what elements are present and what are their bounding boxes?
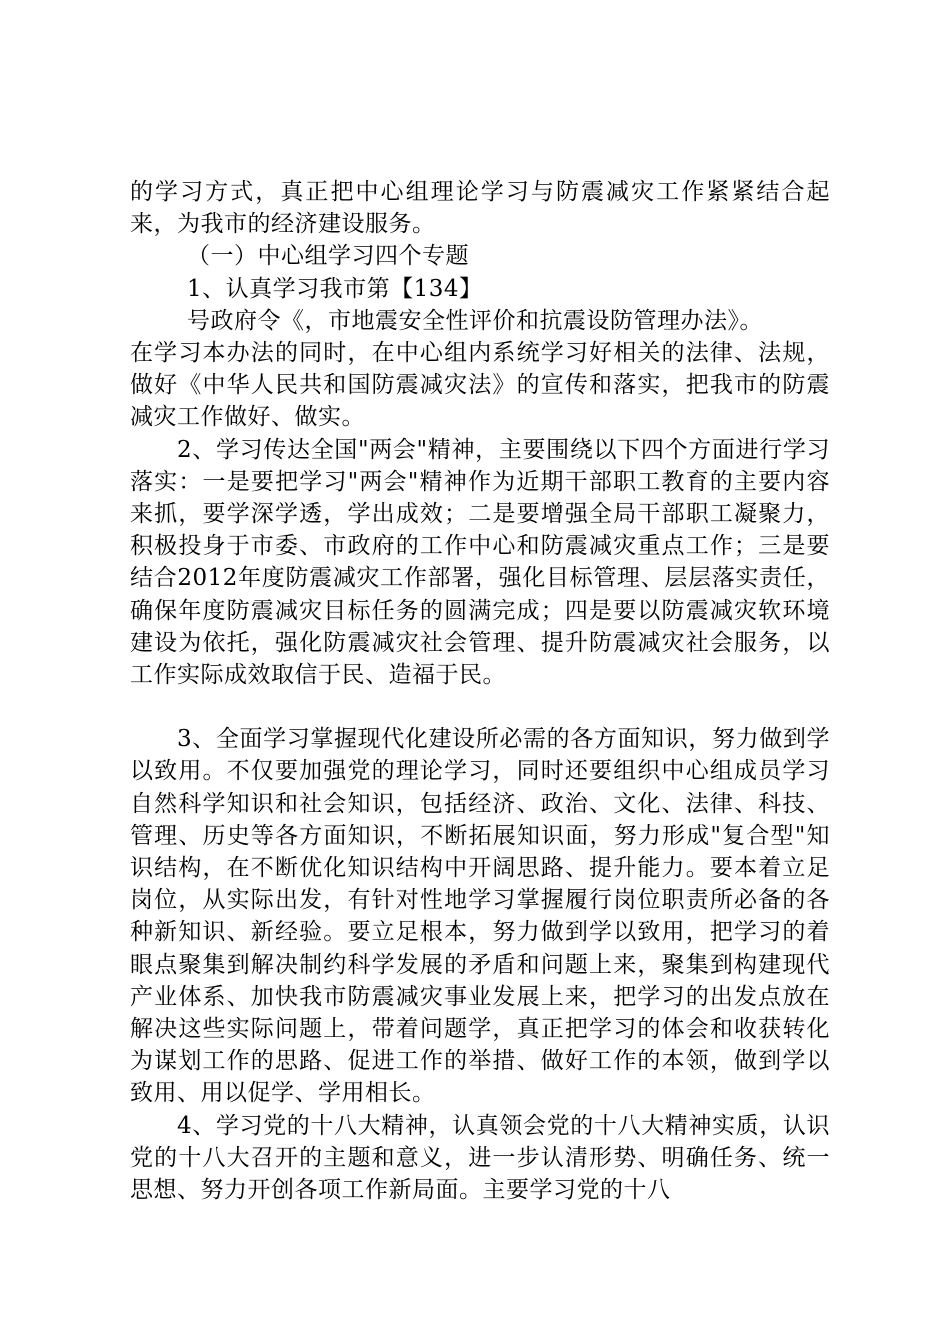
topic-1-heading: 1、认真学习我市第【134】 (187, 275, 483, 302)
topic-2-paragraph: 2、学习传达全国"两会"精神，主要围绕以下四个方面进行学习落实：一是要把学习"两会"精神作为近期干部职工教育的主要内容来抓，要学深学透，学出成效；二是要增强全局干部职工凝聚力，积极投身于市委、市政府的工作中心和防震减灾重点工作；三是要结合2012年度防震减灾工作部署，强化目标管理、层层落实责任，确保年度防震减灾目标任务的圆满完成；四是要以防震减灾软环境建设为依托，强化防震减灾社会管理、提升防震减灾社会服务，以工作实际成效取信于民、造福于民。 (130, 436, 830, 689)
topic-1-decree-line: 号政府令《，市地震安全性评价和抗震设防管理办法》。 (187, 307, 763, 334)
topic-3-paragraph: 3、全面学习掌握现代化建设所必需的各方面知识，努力做到学以致用。不仅要加强党的理论学习，同时还要组织中心组成员学习自然科学知识和社会知识，包括经济、政治、文化、法律、科技、管理、历史等各方面知识，不断拓展知识面，努力形成"复合型"知识结构，在不断优化知识结构中开阔思路、提升能力。要本着立足岗位，从实际出发，有针对性地学习掌握履行岗位职责所必备的各种新知识、新经验。要立足根本，努力做到学以致用，把学习的着眼点聚集到解决制约科学发展的矛盾和问题上来，聚集到构建现代产业体系、加快我市防震减灾事业发展上来，把学习的出发点放在解决这些实际问题上，带着问题学，真正把学习的体会和收获转化为谋划工作的思路、促进工作的举措、做好工作的本领，做到学以致用、用以促学、学用相长。 (130, 726, 830, 1107)
topic-4-paragraph: 4、学习党的十八大精神，认真领会党的十八大精神实质，认识党的十八大召开的主题和意义，进一步认清形势、明确任务、统一思想、努力开创各项工作新局面。主要学习党的十八 (130, 1112, 830, 1204)
topic-1-paragraph: 在学习本办法的同时，在中心组内系统学习好相关的法律、法规，做好《中华人民共和国防震减灾法》的宣传和落实，把我市的防震减灾工作做好、做实。 (130, 340, 830, 431)
section-heading: （一）中心组学习四个专题 (187, 243, 469, 270)
document-body (130, 176, 830, 1206)
paragraph-spacer (130, 691, 830, 723)
paragraph-continuation: 的学习方式，真正把中心组理论学习与防震减灾工作紧紧结合起来，为我市的经济建设服务。 (130, 179, 830, 238)
